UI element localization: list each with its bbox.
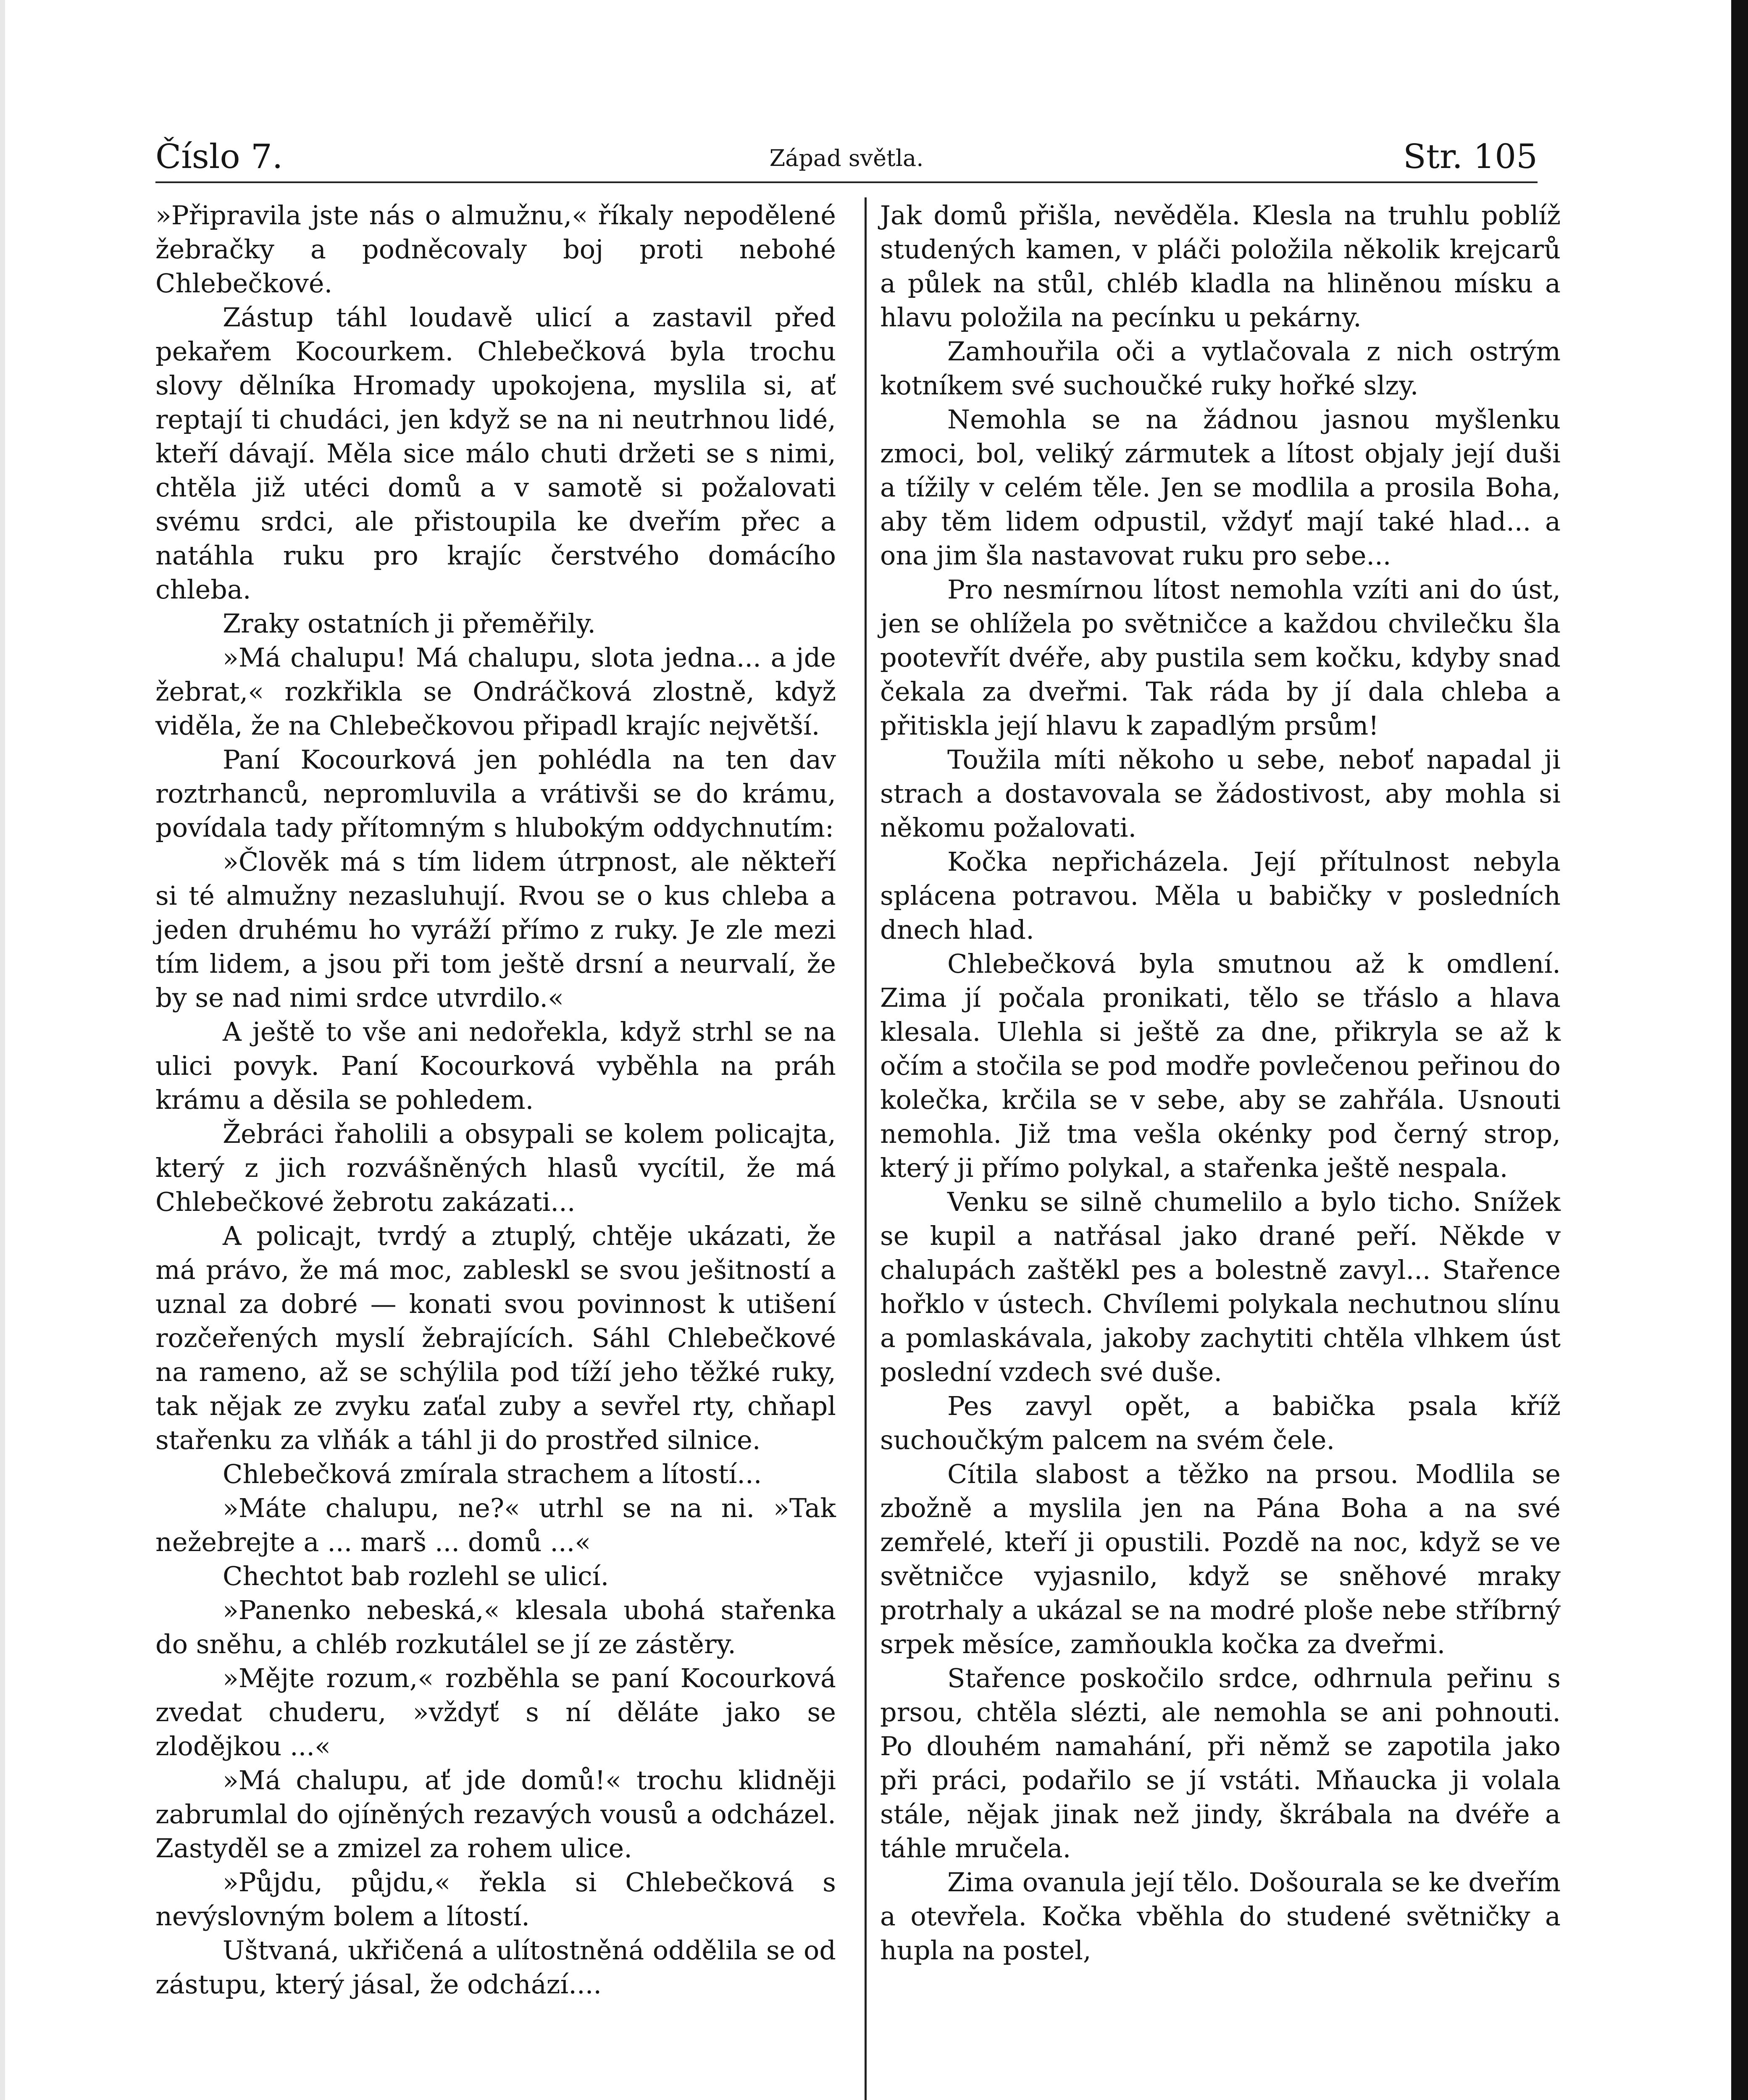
paragraph: Jak domů přišla, nevěděla. Klesla na truhlu poblíž studených kamen, v pláči položila několik krejcarů a půlek na stůl, chléb kladla na hliněnou mísku a hlavu položila na pecínku u pekárny.: [880, 200, 1561, 333]
paragraph: Uštvaná, ukřičená a ulítostněná oddělila se od zástupu, který jásal, že odchází....: [155, 1935, 836, 2000]
paragraph: »Mějte rozum,« rozběhla se paní Kocourková zvedat chuderu, »vždyť s ní děláte jako se zlodějkou ...«: [155, 1663, 836, 1761]
paragraph: »Půjdu, půjdu,« řekla si Chlebečková s nevýslovným bolem a lítostí.: [155, 1867, 836, 1932]
paragraph: Zima ovanula její tělo. Došourala se ke dveřím a otevřela. Kočka vběhla do studené světničky a hupla na postel,: [880, 1867, 1561, 1966]
running-title: Západ světla.: [769, 145, 924, 171]
paragraph: »Máte chalupu, ne?« utrhl se na ni. »Tak nežebrejte a ... marš ... domů ...«: [155, 1493, 836, 1557]
left-column: [155, 198, 836, 2001]
scan-left-edge: [0, 0, 5, 2100]
paragraph: Paní Kocourková jen pohlédla na ten dav roztrhanců, nepromluvila a vrátivši se do krámu, povídala tady přítomným s hlubokým oddychnutím:: [155, 744, 836, 843]
paragraph: Pro nesmírnou lítost nemohla vzíti ani do úst, jen se ohlížela po světničce a každou chvilečku šla pootevřít dvéře, aby pustila sem kočku, kdyby snad čekala za dveřmi. Tak ráda by jí dala chleba a přitiskla její hlavu k zapadlým prsům!: [880, 574, 1561, 741]
paragraph: Zraky ostatních ji přeměřily.: [223, 608, 596, 639]
paragraph: Zamhouřila oči a vytlačovala z nich ostrým kotníkem své suchoučké ruky hořké slzy.: [880, 336, 1561, 401]
header-rule: [155, 181, 1538, 183]
paragraph: Toužila míti někoho u sebe, neboť napadal ji strach a dostavovala se žádostivost, aby mohla si někomu požalovati.: [880, 744, 1561, 843]
paragraph: Chechtot bab rozlehl se ulicí.: [223, 1561, 609, 1591]
paragraph: Pes zavyl opět, a babička psala kříž suchoučkým palcem na svém čele.: [880, 1391, 1561, 1455]
paragraph: »Panenko nebeská,« klesala ubohá stařenka do sněhu, a chléb rozkutálel se jí ze zástěry.: [155, 1595, 836, 1659]
column-divider: [865, 197, 867, 2100]
scan-right-edge: [1731, 0, 1748, 2100]
paragraph: Nemohla se na žádnou jasnou myšlenku zmoci, bol, veliký zármutek a lítost objaly její duši a tížily v celém těle. Jen se modlila a prosila Boha, aby těm lidem odpustil, vždyť mají také hlad... a ona jim šla nastavovat ruku pro sebe...: [880, 404, 1561, 571]
paragraph: Chlebečková zmírala strachem a lítostí...: [223, 1459, 762, 1489]
paragraph: Cítila slabost a těžko na prsou. Modlila se zbožně a myslila jen na Pána Boha a na své zemřelé, kteří ji opustili. Pozdě na noc, když se ve světničce vyjasnilo, když se sněhové mraky protrhaly a ukázal se na modré ploše nebe stříbrný srpek měsíce, zamňoukla kočka za dveřmi.: [880, 1459, 1561, 1659]
paragraph: »Má chalupu, ať jde domů!« trochu klidněji zabrumlal do ojíněných rezavých vousů a odcházel. Zastyděl se a zmizel za rohem ulice.: [155, 1765, 836, 1864]
paragraph: A policajt, tvrdý a ztuplý, chtěje ukázati, že má právo, že má moc, zableskl se svou ješitností a uznal za dobré — konati svou povinnost k utišení rozčeřených myslí žebrajících. Sáhl Chlebečkové na rameno, až se schýlila pod tíží jeho těžké ruky, tak nějak ze zvyku zaťal zuby a sevřel rty, chňapl stařenku za vlňák a táhl ji do prostřed silnice.: [155, 1221, 836, 1455]
paragraph: Žebráci řaholili a obsypali se kolem policajta, který z jich rozvášněných hlasů vycítil, že má Chlebečkové žebrotu zakázati...: [155, 1118, 836, 1217]
paragraph: A ještě to vše ani nedořekla, když strhl se na ulici povyk. Paní Kocourková vyběhla na práh krámu a děsila se pohledem.: [155, 1016, 836, 1115]
paragraph: Venku se silně chumelilo a bylo ticho. Snížek se kupil a natřásal jako drané peří. Někde v chalupách zaštěkl pes a bolestně zavyl... Stařence hořklo v ústech. Chvílemi polykala nechutnou slínu a pomlaskávala, jakoby zachytiti chtěla vlhkem úst poslední vzdech své duše.: [880, 1186, 1561, 1387]
paragraph: »Má chalupu! Má chalupu, slota jedna... a jde žebrat,« rozkřikla se Ondráčková zlostně, když viděla, že na Chlebečkovou připadl krajíc největší.: [155, 642, 836, 741]
paragraph: »Připravila jste nás o almužnu,« říkaly nepodělené žebračky a podněcovaly boj proti nebohé Chlebečkové.: [155, 200, 836, 299]
paragraph: Stařence poskočilo srdce, odhrnula peřinu s prsou, chtěla slézti, ale nemohla se ani pohnouti. Po dlouhém namahání, při němž se zapotila jako při práci, podařilo se jí vstáti. Mňaucka ji volala stále, nějak jinak než jindy, škrábala na dvéře a táhle mručela.: [880, 1663, 1561, 1864]
right-column: [880, 198, 1561, 1967]
paragraph: Zástup táhl loudavě ulicí a zastavil před pekařem Kocourkem. Chlebečková byla trochu slovy dělníka Hromady upokojena, myslila si, ať reptají ti chudáci, jen když se na ni neutrhnou lidé, kteří dávají. Měla sice málo chuti držeti se s nimi, chtěla již utéci domů a v samotě si požalovati svému srdci, ale přistoupila ke dveřím přec a natáhla ruku pro krajíc čerstvého domácího chleba.: [155, 302, 836, 605]
paragraph: »Člověk má s tím lidem útrpnost, ale někteří si té almužny nezasluhují. Rvou se o kus chleba a jeden druhému ho vyráží přímo z ruky. Je zle mezi tím lidem, a jsou při tom ještě drsní a neurvalí, že by se nad nimi srdce utvrdilo.«: [155, 846, 836, 1013]
paragraph: Kočka nepřicházela. Její přítulnost nebyla splácena potravou. Měla u babičky v posledních dnech hlad.: [880, 846, 1561, 945]
paragraph: Chlebečková byla smutnou až k omdlení. Zima jí počala pronikati, tělo se třáslo a hlava klesala. Ulehla si ještě za dne, přikryla se až k očím a stočila se pod modře povlečenou peřinou do kolečka, krčila se v sebe, aby se zahřála. Usnouti nemohla. Již tma vešla okénky pod černý strop, který ji přímo polykal, a stařenka ještě nespala.: [880, 948, 1561, 1183]
issue-number: Číslo 7.: [155, 137, 283, 176]
page-header: [155, 134, 1538, 180]
page-number: Str. 105: [1403, 137, 1538, 176]
